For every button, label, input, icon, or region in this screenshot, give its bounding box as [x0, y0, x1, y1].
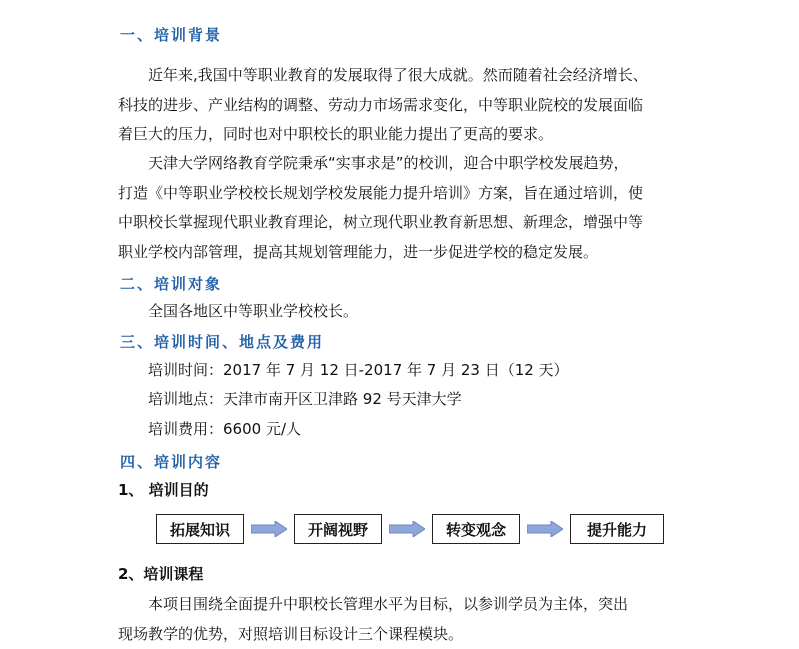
- subheading-training-goal: 1、 培训目的: [118, 479, 209, 500]
- audience-text: 全国各地区中等职业学校校长。: [148, 297, 358, 327]
- training-goal-flow: [156, 514, 664, 544]
- section-heading-background: 一、培训背景: [120, 24, 222, 45]
- section-heading-content: 四、培训内容: [120, 451, 222, 472]
- training-fee: 培训费用：6600 元/人: [148, 415, 301, 445]
- courses-paragraph: [118, 590, 628, 649]
- flow-step-box: 转变观念: [432, 514, 520, 544]
- paragraph-line: 中职校长掌握现代职业教育理论，树立现代职业教育新思想、新理念，增强中等: [118, 208, 643, 238]
- flow-step-box: 拓展知识: [156, 514, 244, 544]
- flow-arrow-icon: [520, 514, 570, 544]
- section-heading-time-place-fee: 三、培训时间、地点及费用: [120, 331, 324, 352]
- flow-step-box: 开阔视野: [294, 514, 382, 544]
- paragraph-line: 职业学校内部管理，提高其规划管理能力，进一步促进学校的稳定发展。: [118, 238, 643, 268]
- paragraph-line: 打造《中等职业学校校长规划学校发展能力提升培训》方案，旨在通过培训，使: [118, 179, 643, 209]
- flow-step-box: 提升能力: [570, 514, 664, 544]
- flow-arrow-icon: [382, 514, 432, 544]
- paragraph-line: 近年来,我国中等职业教育的发展取得了很大成就。然而随着社会经济增长、: [148, 61, 648, 91]
- training-place: 培训地点：天津市南开区卫津路 92 号天津大学: [148, 385, 462, 415]
- subheading-training-courses: 2、培训课程: [118, 563, 203, 584]
- paragraph-line: 着巨大的压力，同时也对中职校长的职业能力提出了更高的要求。: [118, 120, 648, 150]
- paragraph-line: 科技的进步、产业结构的调整、劳动力市场需求变化，中等职业院校的发展面临: [118, 91, 648, 121]
- paragraph-line: 天津大学网络教育学院秉承“实事求是”的校训，迎合中职学校发展趋势，: [148, 149, 643, 179]
- flow-arrow-icon: [244, 514, 294, 544]
- section-heading-audience: 二、培训对象: [120, 273, 222, 294]
- training-time: 培训时间：2017 年 7 月 12 日-2017 年 7 月 23 日（12 天）: [148, 356, 569, 386]
- background-paragraph-2: [118, 149, 643, 267]
- background-paragraph-1: [118, 61, 648, 150]
- paragraph-line: 本项目围绕全面提升中职校长管理水平为目标，以参训学员为主体，突出: [148, 590, 628, 620]
- paragraph-line: 现场教学的优势，对照培训目标设计三个课程模块。: [118, 620, 628, 649]
